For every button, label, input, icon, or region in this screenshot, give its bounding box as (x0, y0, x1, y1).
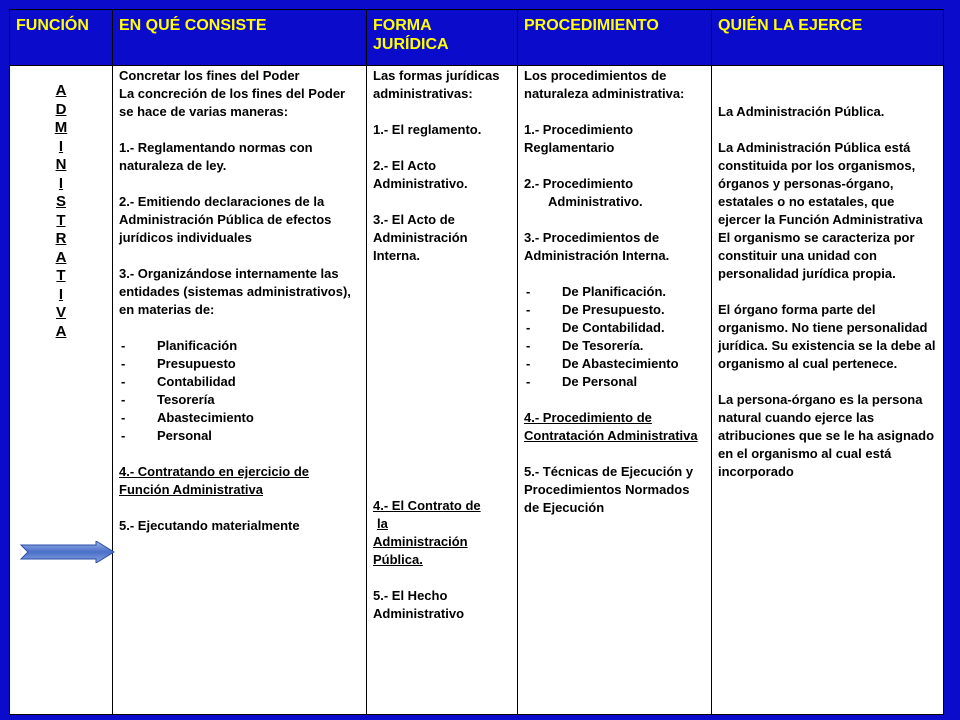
header-row (10, 10, 944, 66)
letter: R (55, 230, 67, 247)
letter: A (55, 248, 67, 266)
list-item: - De Tesorería. (524, 337, 705, 355)
consiste-p2: La concreción de los fines del Poder se hace de varias maneras: (119, 86, 346, 119)
letter: S (55, 193, 66, 210)
list-item: - Tesorería (119, 391, 360, 409)
list-item: - De Personal (524, 373, 705, 391)
letter: I (58, 285, 64, 303)
ejerce-cell (712, 66, 944, 715)
content-row (10, 66, 944, 715)
consiste-p6-link[interactable]: 4.- Contratando en ejercicio de Función Administrativa (119, 464, 309, 497)
list-item: - De Contabilidad. (524, 319, 705, 337)
forma-p6: 5.- El Hecho Administrativo (373, 588, 465, 621)
forma-p5-c: Administración Pública. (373, 534, 468, 567)
forma-p5-b: la (377, 516, 388, 531)
list-item: - Contabilidad (119, 373, 360, 391)
header-ejerce: QUIÉN LA EJERCE (712, 10, 944, 66)
header-forma: FORMA JURÍDICA (367, 10, 518, 66)
list-item: - Abastecimiento (119, 409, 360, 427)
header-funcion: FUNCIÓN (10, 10, 113, 66)
letter: D (55, 100, 67, 118)
letter: A (55, 322, 67, 340)
forma-p1: Las formas jurídicas administrativas: (373, 68, 500, 101)
list-item: - De Presupuesto. (524, 301, 705, 319)
administrativa-vertical (10, 66, 112, 341)
list-item: - Personal (119, 427, 360, 445)
ejerce-p3: El órgano forma parte del organismo. No tiene personalidad jurídica. Su existencia se la debe al organismo al cual pertenece. (718, 302, 936, 371)
header-consiste: EN QUÉ CONSISTE (113, 10, 367, 66)
proc-p1: Los procedimientos de naturaleza administrativa: (524, 68, 685, 101)
proc-p5-link[interactable]: 4.- Procedimiento de Contratación Administrativa (524, 410, 698, 443)
forma-p5-a: 4.- El Contrato de (373, 498, 481, 513)
forma-p3: 2.- El Acto Administrativo. (373, 158, 468, 191)
list-item: - Presupuesto (119, 355, 360, 373)
letter: N (55, 156, 67, 173)
proc-p4: 3.- Procedimientos de Administración Interna. (524, 230, 670, 263)
forma-p5-link[interactable] (373, 497, 511, 569)
proc-p6: 5.- Técnicas de Ejecución y Procedimientos Normados de Ejecución (524, 464, 694, 515)
procedimiento-cell (518, 66, 712, 715)
forma-p2: 1.- El reglamento. (373, 122, 482, 137)
funcion-cell (10, 66, 113, 715)
letter: V (55, 304, 66, 321)
proc-p3-a: 2.- Procedimiento (524, 176, 634, 191)
consiste-p7: 5.- Ejecutando materialmente (119, 518, 300, 533)
consiste-cell (113, 66, 367, 715)
consiste-materias-list (119, 337, 360, 445)
letter: I (58, 174, 64, 192)
consiste-p3: 1.- Reglamentando normas con naturaleza de ley. (119, 140, 313, 173)
ejerce-p2: La Administración Pública está constituida por los organismos, órganos y personas-órgano, estatales o no estatales, que ejercer la Función Administrativa El organismo se caracteriza por constituir una unidad con personalidad jurídica propia. (718, 140, 923, 281)
consiste-p4: 2.- Emitiendo declaraciones de la Administración Pública de efectos jurídicos individuales (119, 194, 332, 245)
letter: A (55, 82, 67, 99)
proc-list (524, 283, 705, 391)
forma-cell (367, 66, 518, 715)
consiste-p1: Concretar los fines del Poder (119, 68, 300, 83)
arrow-icon (20, 541, 115, 563)
letter: T (56, 211, 66, 229)
ejerce-p4: La persona-órgano es la persona natural cuando ejerce las atribuciones que se le ha asignado en el organismo al cual está incorporado (718, 392, 935, 479)
forma-p4: 3.- El Acto de Administración Interna. (373, 212, 468, 263)
ejerce-p1: La Administración Pública. (718, 104, 885, 119)
list-item: - De Planificación. (524, 283, 705, 301)
list-item: - Planificación (119, 337, 360, 355)
letter: T (56, 267, 66, 284)
list-item: - De Abastecimiento (524, 355, 705, 373)
letter: M (54, 119, 68, 136)
header-procedimiento: PROCEDIMIENTO (518, 10, 712, 66)
proc-p2: 1.- Procedimiento Reglamentario (524, 122, 634, 155)
consiste-p5: 3.- Organizándose internamente las entidades (sistemas administrativos), en materias de: (119, 266, 351, 317)
functions-table (9, 9, 944, 715)
letter: I (58, 137, 64, 155)
proc-p3-b: Administrativo. (548, 194, 643, 209)
